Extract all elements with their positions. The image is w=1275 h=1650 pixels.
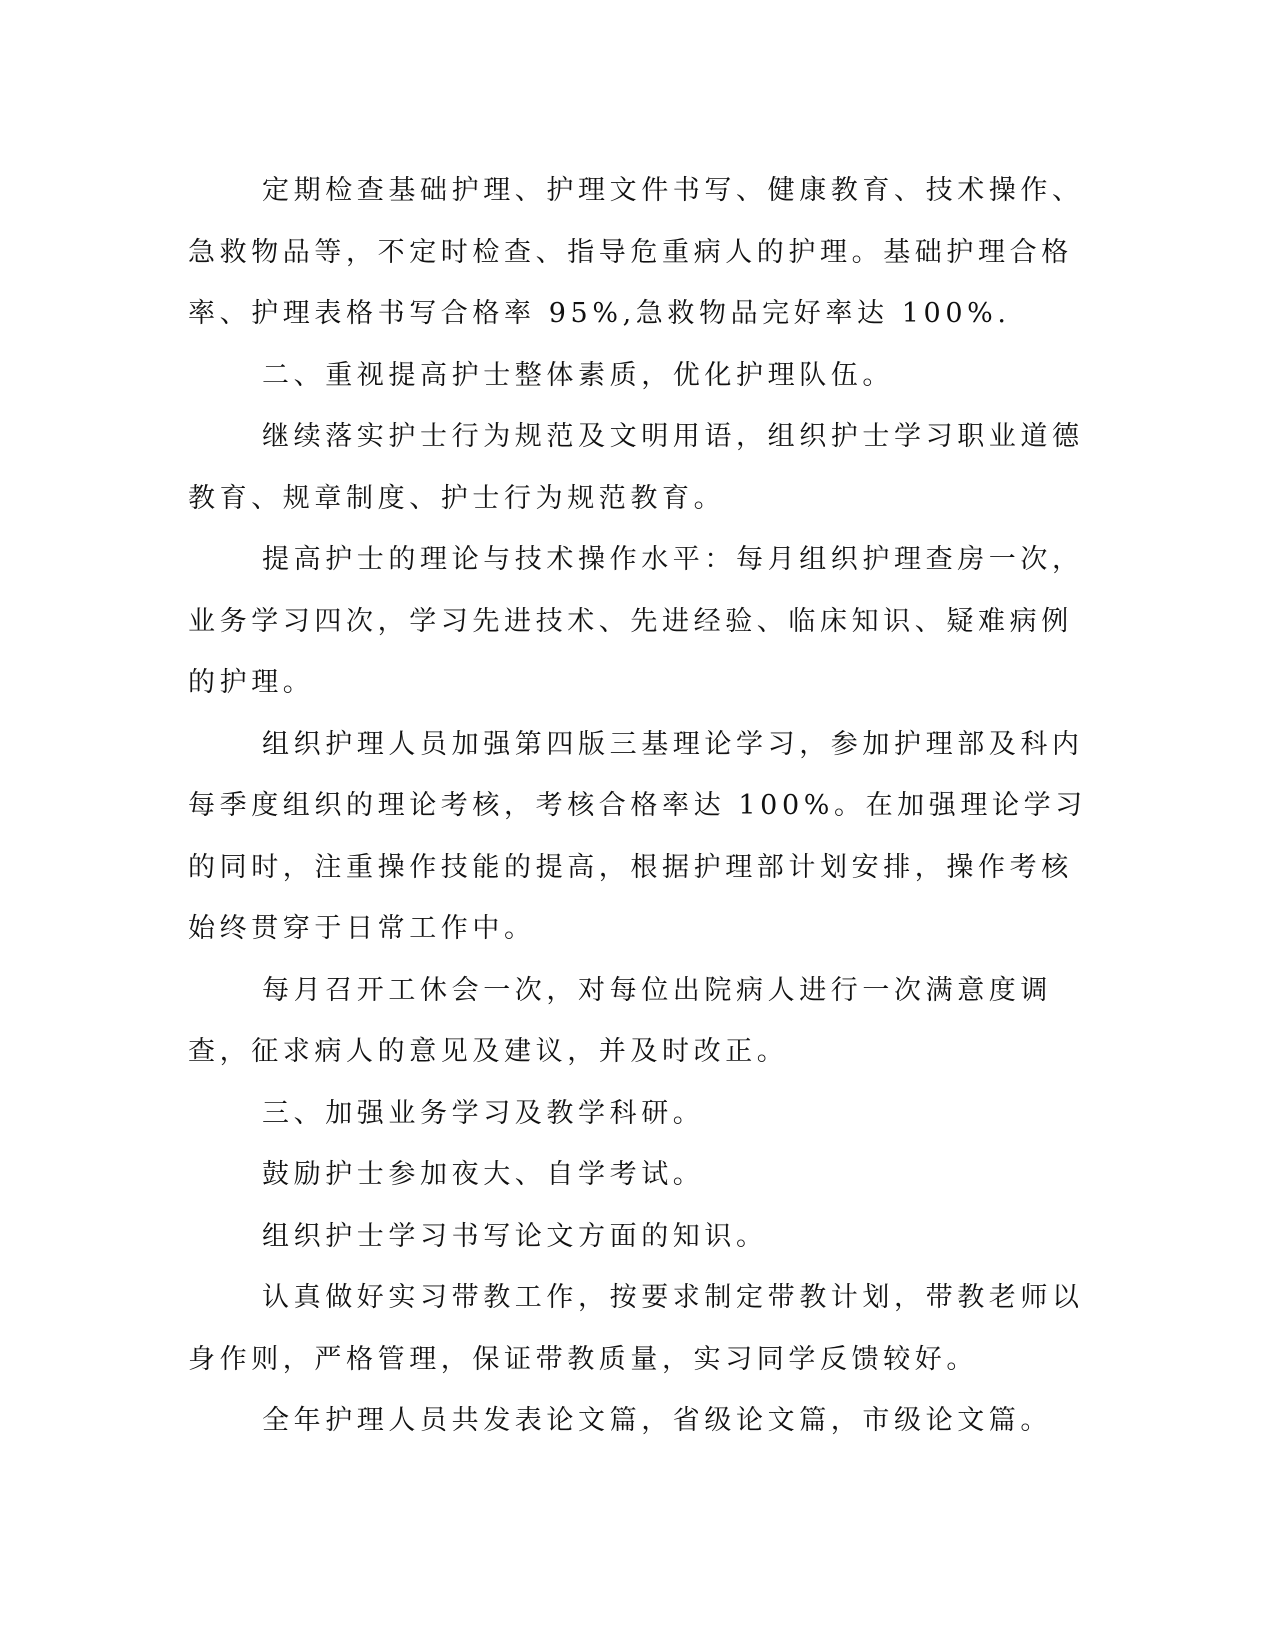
paragraph-three-basics-study: 组织护理人员加强第四版三基理论学习，参加护理部及科内每季度组织的理论考核，考核合格率达 100%。在加强理论学习的同时，注重操作技能的提高，根据护理部计划安排，操作考核始终贯穿于日常工作中。	[188, 728, 1087, 944]
paragraph-theory-skills: 提高护士的理论与技术操作水平：每月组织护理查房一次，业务学习四次，学习先进技术、先进经验、临床知识、疑难病例的护理。	[188, 544, 1084, 698]
paragraph-internship-teaching: 认真做好实习带教工作，按要求制定带教计划，带教老师以身作则，严格管理，保证带教质量，实习同学反馈较好。	[188, 1282, 1084, 1375]
document-body	[188, 160, 1088, 1452]
paragraph-paper-writing: 组织护士学习书写论文方面的知识。	[262, 1220, 768, 1252]
paragraph-nursing-inspection: 定期检查基础护理、护理文件书写、健康教育、技术操作、急救物品等，不定时检查、指导危重病人的护理。基础护理合格率、护理表格书写合格率 95%,急救物品完好率达 100%.	[188, 175, 1084, 329]
section-heading-nurse-quality: 二、重视提高护士整体素质，优化护理队伍。	[262, 359, 894, 391]
section-heading-study-research: 三、加强业务学习及教学科研。	[262, 1097, 705, 1129]
paragraph-patient-meeting: 每月召开工休会一次，对每位出院病人进行一次满意度调查，征求病人的意见及建议，并及时改正。	[188, 974, 1052, 1067]
paragraph-publications: 全年护理人员共发表论文篇，省级论文篇，市级论文篇。	[262, 1405, 1052, 1436]
paragraph-night-school: 鼓励护士参加夜大、自学考试。	[262, 1159, 705, 1190]
paragraph-conduct-norms: 继续落实护士行为规范及文明用语，组织护士学习职业道德教育、规章制度、护士行为规范教育。	[188, 421, 1084, 514]
